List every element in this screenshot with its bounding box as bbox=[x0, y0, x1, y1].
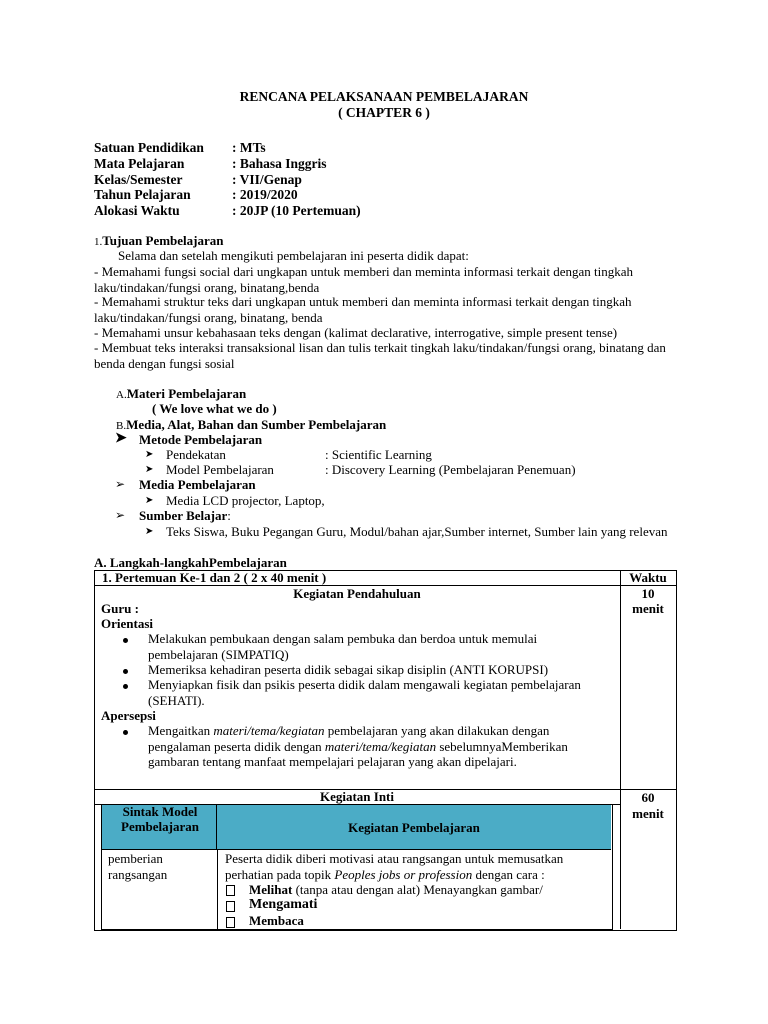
identity-value: : VII/Genap bbox=[232, 172, 302, 187]
tujuan-item: - Memahami unsur kebahasaan teks dengan (kalimat declarative, interrogative, simple present tense) bbox=[94, 325, 618, 340]
document-title: RENCANA PELAKSANAAN PEMBELAJARAN bbox=[239, 89, 529, 104]
bullet-dot-icon bbox=[123, 662, 128, 678]
inti-title: Kegiatan Inti bbox=[319, 789, 395, 804]
kegiatan-cell bbox=[225, 851, 607, 882]
orientasi-item: Memeriksa kehadiran peserta didik sebagai sikap disiplin (ANTI KORUPSI) bbox=[148, 662, 549, 677]
apersepsi-text: materi/tema/kegiatan bbox=[324, 738, 437, 754]
kegiatan-text: dengan cara : bbox=[472, 866, 545, 882]
tujuan-item: - Memahami fungsi social dari ungkapan untuk memberi dan meminta informasi terkait dengan tingkah laku/tindakan/fungsi orang, binatang,benda bbox=[94, 264, 633, 295]
bullet-dot-icon bbox=[123, 723, 128, 739]
check-item bbox=[249, 882, 543, 898]
kegiatan-text: Peserta didik diberi motivasi atau rangsangan untuk memusatkan perhatian pada topik bbox=[225, 851, 564, 882]
materi-topic: ( We love what we do ) bbox=[152, 401, 277, 416]
identity-value: : 2019/2020 bbox=[232, 187, 298, 202]
inner-divider bbox=[217, 850, 218, 929]
pendahuluan-title: Kegiatan Pendahuluan bbox=[293, 586, 421, 601]
check-item-rest: (tanpa atau dengan alat) Menayangkan gambar/ bbox=[292, 882, 543, 897]
tujuan-number: 1. bbox=[94, 236, 103, 248]
apersepsi-item bbox=[148, 723, 613, 770]
media-section-letter: B. bbox=[116, 420, 127, 432]
apersepsi-text: sebelumnyaMemberikan gambaran tentang manfaat mempelajari pelajaran yang akan dipelajari. bbox=[148, 738, 568, 769]
identity-label: Satuan Pendidikan bbox=[94, 140, 204, 155]
metode-value: : Discovery Learning (Pembelajaran Penemuan) bbox=[325, 462, 576, 477]
sumber-item: Teks Siswa, Buku Pegangan Guru, Modul/bahan ajar,Sumber internet, Sumber lain yang relevan bbox=[166, 524, 668, 539]
materi-title: Materi Pembelajaran bbox=[126, 386, 247, 401]
syntax-cell: pemberian rangsangan bbox=[108, 851, 168, 882]
identity-value: : Bahasa Inggris bbox=[232, 156, 327, 171]
apersepsi-text: Mengaitkan bbox=[148, 723, 214, 738]
check-item: Membaca bbox=[249, 913, 304, 928]
media-section-title: Media, Alat, Bahan dan Sumber Pembelajaran bbox=[126, 417, 387, 432]
bullet-dot-icon bbox=[123, 631, 128, 647]
metode-heading: Metode Pembelajaran bbox=[139, 432, 263, 447]
bullet-dot-icon bbox=[123, 677, 128, 693]
caret-bullet-icon: ➤ bbox=[145, 526, 154, 537]
sumber-heading-line bbox=[139, 508, 231, 524]
arrow-bullet-icon: ➤ bbox=[115, 431, 127, 446]
identity-value: : 20JP (10 Pertemuan) bbox=[232, 203, 361, 218]
caret-bullet-icon: ➤ bbox=[145, 495, 154, 506]
table-header-waktu: Waktu bbox=[629, 570, 667, 585]
materi-letter: A. bbox=[116, 389, 127, 401]
arrow-bullet-icon: ➢ bbox=[115, 508, 126, 522]
tujuan-title: Tujuan Pembelajaran bbox=[102, 233, 224, 248]
sumber-colon: : bbox=[227, 508, 231, 523]
inti-time-unit: menit bbox=[632, 806, 664, 821]
check-item: Mengamati bbox=[249, 897, 318, 912]
identity-value: : MTs bbox=[232, 140, 266, 155]
checkbox-icon bbox=[226, 899, 235, 915]
col-header-syntax: Sintak Model Pembelajaran bbox=[121, 804, 199, 834]
identity-label: Alokasi Waktu bbox=[94, 203, 180, 218]
tujuan-item: - Membuat teks interaksi transaksional lisan dan tulis terkait tingkah laku/tindakan/fungsi orang, binatang dan benda dengan fungsi sosial bbox=[94, 340, 666, 371]
table-header-meeting: 1. Pertemuan Ke-1 dan 2 ( 2 x 40 menit ) bbox=[102, 570, 327, 585]
orientasi-label: Orientasi bbox=[101, 616, 153, 631]
identity-row bbox=[94, 172, 302, 188]
caret-bullet-icon: ➤ bbox=[145, 449, 154, 460]
table-divider bbox=[620, 570, 621, 929]
identity-row bbox=[94, 156, 327, 172]
sumber-heading: Sumber Belajar bbox=[139, 508, 228, 523]
checkbox-icon bbox=[226, 883, 235, 899]
media-heading: Media Pembelajaran bbox=[139, 477, 256, 492]
pendahuluan-time-unit: menit bbox=[632, 601, 664, 616]
identity-label: Kelas/Semester bbox=[94, 172, 183, 187]
identity-label: Mata Pelajaran bbox=[94, 156, 185, 171]
orientasi-item: Menyiapkan fisik dan psikis peserta didik dalam mengawali kegiatan pembelajaran (SEHATI). bbox=[148, 677, 581, 708]
apersepsi-text: materi/tema/kegiatan bbox=[213, 723, 325, 738]
caret-bullet-icon: ➤ bbox=[145, 464, 154, 475]
metode-label: Model Pembelajaran bbox=[166, 462, 274, 477]
apersepsi-label: Apersepsi bbox=[101, 708, 156, 723]
inti-time-value: 60 bbox=[641, 790, 655, 805]
document-subtitle: ( CHAPTER 6 ) bbox=[338, 105, 430, 120]
guru-label: Guru : bbox=[101, 601, 139, 616]
orientasi-item: Melakukan pembukaan dengan salam pembuka dan berdoa untuk memulai pembelajaran (SIMPATIQ) bbox=[148, 631, 538, 662]
identity-row bbox=[94, 187, 298, 203]
langkah-heading: A. Langkah-langkahPembelajaran bbox=[94, 555, 287, 570]
tujuan-intro: Selama dan setelah mengikuti pembelajaran ini peserta didik dapat: bbox=[118, 248, 469, 263]
checkbox-icon bbox=[226, 915, 235, 931]
arrow-bullet-icon: ➢ bbox=[115, 477, 126, 491]
metode-label: Pendekatan bbox=[166, 447, 226, 462]
col-header-kegiatan: Kegiatan Pembelajaran bbox=[348, 820, 480, 835]
kegiatan-text: Peoples jobs or profession bbox=[334, 866, 473, 882]
identity-label: Tahun Pelajaran bbox=[94, 187, 191, 202]
tujuan-item: - Memahami struktur teks dari ungkapan untuk memberi dan meminta informasi terkait dengan tingkah laku/tindakan/fungsi orang, binatang, benda bbox=[94, 294, 632, 325]
media-item: Media LCD projector, Laptop, bbox=[166, 493, 325, 508]
pendahuluan-time-value: 10 bbox=[641, 586, 655, 601]
metode-value: : Scientific Learning bbox=[325, 447, 432, 462]
check-item-bold: Melihat bbox=[249, 882, 293, 897]
identity-row bbox=[94, 203, 361, 219]
identity-row bbox=[94, 140, 266, 156]
apersepsi-text: pembelajaran yang akan dilakukan dengan pengalaman peserta didik dengan bbox=[148, 723, 550, 754]
